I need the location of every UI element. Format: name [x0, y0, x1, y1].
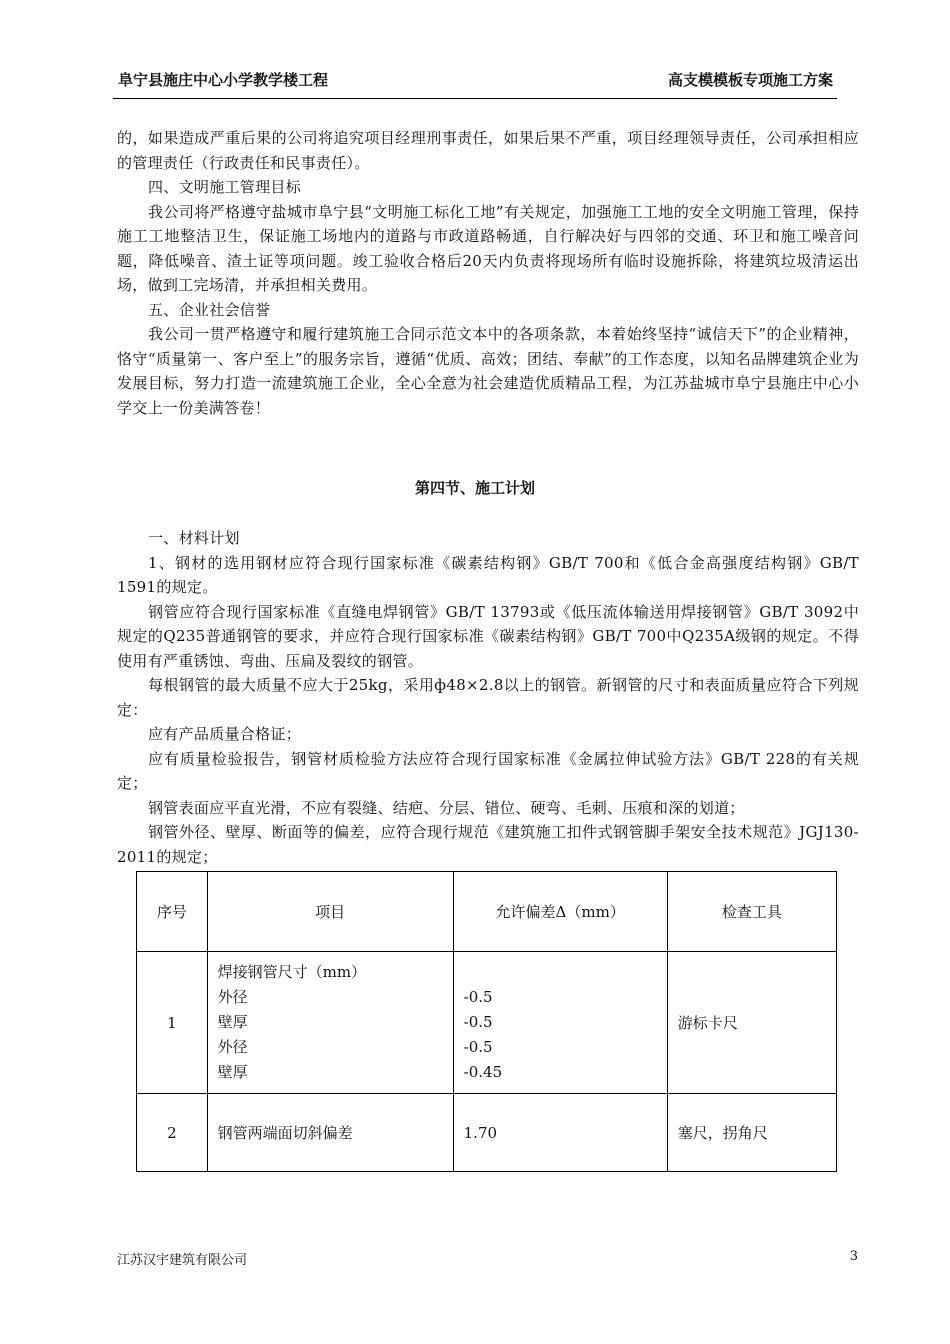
- item-line: 外径: [217, 1038, 248, 1056]
- header-project-title: 阜宁县施庄中心小学教学楼工程: [118, 71, 329, 89]
- section-text-block: [117, 526, 859, 869]
- row-item: 钢管两端面切斜偏差: [207, 1094, 453, 1172]
- row-tool: 塞尺，拐角尺: [667, 1094, 836, 1172]
- page-number: 3: [849, 1249, 858, 1264]
- tolerance-line: -0.5: [463, 1013, 493, 1031]
- paragraph-inspection-report: 应有质量检验报告，钢管材质检验方法应符合现行国家标准《金属拉伸试验方法》GB/T 228的有关规定；: [117, 749, 859, 792]
- table-header-row: [137, 872, 837, 952]
- paragraph-deviation: 钢管外径、壁厚、断面等的偏差，应符合现行规范《建筑施工扣件式钢管脚手架安全技术规范》JGJ130-2011的规定；: [117, 823, 859, 866]
- tolerance-table: [136, 871, 837, 1172]
- header-cell-item: 项目: [207, 872, 453, 952]
- paragraph-steel-pipe-standard: 钢管应符合现行国家标准《直缝电焊钢管》GB/T 13793或《低压流体输送用焊接钢管》GB/T 3092中规定的Q235普通钢管的要求，并应符合现行国家标准《碳素结构钢》GB/T 700中Q235A级钢的规定。不得使用有严重锈蚀、弯曲、压扁及裂纹的钢管。: [117, 602, 859, 670]
- row-tolerance: 1.70: [453, 1094, 667, 1172]
- item-line: 壁厚: [217, 1063, 248, 1081]
- paragraph-responsibility: 的，如果造成严重后果的公司将追究项目经理刑事责任，如果后果不严重，项目经理领导责任，公司承担相应的管理责任（行政责任和民事责任）。: [117, 129, 859, 172]
- row-tolerance: [453, 952, 667, 1094]
- table-row: [137, 1094, 837, 1172]
- paragraph-civilized-construction: 我公司将严格遵守盐城市阜宁县“文明施工标化工地”有关规定，加强施工工地的安全文明施工管理，保持施工工地整洁卫生，保证施工场地内的道路与市政道路畅通，自行解决好与四邻的交通、环卫和施工噪音问题，降低噪音、渣土证等项问题。竣工验收合格后20天内负责将现场所有临时设施拆除，将建筑垃圾清运出场，做到工完场清，并承担相关费用。: [117, 202, 859, 294]
- footer-company: 江苏汉宇建筑有限公司: [117, 1253, 248, 1268]
- paragraph-steel-selection: 1、钢材的选用钢材应符合现行国家标准《碳素结构钢》GB/T 700和《低合金高强度结构钢》GB/T 1591的规定。: [117, 553, 859, 596]
- header-cell-tool: 检查工具: [667, 872, 836, 952]
- heading-material-plan: 一、材料计划: [148, 529, 240, 547]
- tolerance-line: -0.5: [463, 988, 493, 1006]
- paragraph-pipe-mass: 每根钢管的最大质量不应大于25kg，采用ф48×2.8以上的钢管。新钢管的尺寸和表面质量应符合下列规定：: [117, 676, 859, 719]
- header-divider: [113, 98, 837, 99]
- tolerance-line: -0.45: [463, 1063, 503, 1081]
- paragraph-surface-quality: 钢管表面应平直光滑，不应有裂缝、结疤、分层、错位、硬弯、毛刺、压痕和深的划道；: [148, 798, 745, 817]
- heading-credibility: 五、企业社会信誉: [148, 300, 271, 319]
- tolerance-line: -0.5: [463, 1038, 493, 1056]
- row-tool: 游标卡尺: [667, 952, 836, 1094]
- table-row: [137, 952, 837, 1094]
- top-text-block: [117, 126, 859, 420]
- paragraph-certificate: 应有产品质量合格证；: [148, 725, 302, 743]
- heading-civilized-construction: 四、文明施工管理目标: [148, 178, 302, 196]
- paragraph-credibility: 我公司一贯严格遵守和履行建筑施工合同示范文本中的各项条款，本着始终坚持“诚信天下”的企业精神，恪守“质量第一、客户至上”的服务宗旨，遵循“优质、高效；团结、奉献”的工作态度，以知名品牌建筑企业为发展目标，努力打造一流建筑施工企业，全心全意为社会建造优质精品工程，为江苏盐城市阜宁县施庄中心小学交上一份美满答卷！: [117, 325, 859, 417]
- row-number: 1: [137, 952, 208, 1094]
- header-cell-tolerance: 允许偏差Δ（mm）: [453, 872, 667, 952]
- item-line: 外径: [217, 988, 248, 1006]
- row-number: 2: [137, 1094, 208, 1172]
- section-title: 第四节、施工计划: [414, 479, 535, 497]
- item-line: 壁厚: [217, 1013, 248, 1031]
- row-item: [207, 952, 453, 1094]
- item-line: 焊接钢管尺寸（mm）: [217, 963, 367, 981]
- header-document-title: 高支模模板专项施工方案: [667, 71, 833, 89]
- header-cell-no: 序号: [137, 872, 208, 952]
